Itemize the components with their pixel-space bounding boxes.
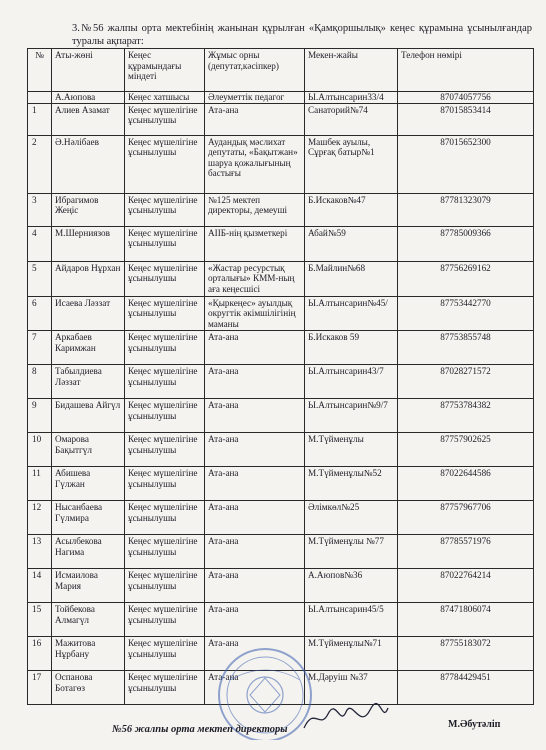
table-row <box>28 103 534 135</box>
header-phone: Телефон нөмірі <box>398 49 534 92</box>
cell-address: Б.Искаков№47 <box>305 193 398 226</box>
director-signature <box>300 700 390 736</box>
cell-name: Айдаров Нұрхан <box>52 261 125 296</box>
cell-phone: 87785571976 <box>398 535 534 569</box>
cell-number: 15 <box>28 603 52 637</box>
cell-role: Кеңес мүшелігіне ұсынылушы <box>125 569 205 603</box>
cell-address: Ы.Алтынсарин№45/ <box>305 296 398 331</box>
table-row <box>28 365 534 399</box>
cell-workplace: Ата-ана <box>205 467 305 501</box>
cell-name: Оспанова Ботагөз <box>52 671 125 705</box>
header-name: Аты-жөні <box>52 49 125 92</box>
cell-address: М.Дәруіш №37 <box>305 671 398 705</box>
cell-address: Ы.Алтынсарин33/4 <box>305 92 398 104</box>
cell-address: Ы.Алтынсарин45/5 <box>305 603 398 637</box>
cell-role: Кеңес мүшелігіне ұсынылушы <box>125 637 205 671</box>
cell-workplace: Ата-ана <box>205 535 305 569</box>
cell-role: Кеңес мүшелігіне ұсынылушы <box>125 103 205 135</box>
table-row <box>28 296 534 331</box>
cell-address: М.Түйменұлы№52 <box>305 467 398 501</box>
cell-name: Мажитова Нұрбану <box>52 637 125 671</box>
cell-role: Кеңес мүшелігіне ұсынылушы <box>125 365 205 399</box>
table-row <box>28 569 534 603</box>
cell-workplace: Ата-ана <box>205 399 305 433</box>
cell-address: М.Түйменұлы№71 <box>305 637 398 671</box>
cell-number: 5 <box>28 261 52 296</box>
director-title: №56 жалпы орта мектеп директоры <box>112 724 288 735</box>
cell-number: 17 <box>28 671 52 705</box>
table-row <box>28 261 534 296</box>
cell-workplace: Әлеуметтік педагог <box>205 92 305 104</box>
cell-name: Тойбекова Алмагүл <box>52 603 125 637</box>
cell-number: 9 <box>28 399 52 433</box>
cell-address: А.Аюпов№36 <box>305 569 398 603</box>
table-row <box>28 467 534 501</box>
table-row <box>28 535 534 569</box>
cell-workplace: Ата-ана <box>205 103 305 135</box>
table-row <box>28 603 534 637</box>
cell-name: Омарова Бақытгүл <box>52 433 125 467</box>
cell-role: Кеңес мүшелігіне ұсынылушы <box>125 226 205 261</box>
cell-phone: 87757902625 <box>398 433 534 467</box>
table-row <box>28 501 534 535</box>
cell-address: Б.Искаков 59 <box>305 331 398 365</box>
cell-name: Нысанбаева Гүлмира <box>52 501 125 535</box>
header-workplace: Жұмыс орны (депутат,кәсіпкер) <box>205 49 305 92</box>
cell-address: Санаторий№74 <box>305 103 398 135</box>
table-row <box>28 92 534 104</box>
cell-address: Абай№59 <box>305 226 398 261</box>
cell-role: Кеңес мүшелігіне ұсынылушы <box>125 135 205 193</box>
header-role: Кеңес құрамындағы міндеті <box>125 49 205 92</box>
table-header-row <box>28 49 534 92</box>
cell-number: 6 <box>28 296 52 331</box>
cell-number: 11 <box>28 467 52 501</box>
cell-name: Алиев Азамат <box>52 103 125 135</box>
cell-name: Табылдиева Ләззат <box>52 365 125 399</box>
cell-phone: 87022644586 <box>398 467 534 501</box>
cell-number: 3 <box>28 193 52 226</box>
cell-number: 12 <box>28 501 52 535</box>
cell-address: М.Түйменұлы №77 <box>305 535 398 569</box>
cell-address: М.Түйменұлы <box>305 433 398 467</box>
cell-name: Бидашева Айгүл <box>52 399 125 433</box>
cell-number: 13 <box>28 535 52 569</box>
document-heading: 3.№56 жалпы орта мектебінің жанынан құрылған «Қамқоршылық» кеңес құрамына ұсынылғандар туралы ақпарат: <box>72 23 532 47</box>
cell-role: Кеңес мүшелігіне ұсынылушы <box>125 296 205 331</box>
cell-address: Б.Майлин№68 <box>305 261 398 296</box>
cell-phone: 87756269162 <box>398 261 534 296</box>
cell-workplace: Ата-ана <box>205 501 305 535</box>
cell-name: Абишева Гүлжан <box>52 467 125 501</box>
cell-number: 14 <box>28 569 52 603</box>
cell-phone: 87022764214 <box>398 569 534 603</box>
cell-number: 10 <box>28 433 52 467</box>
cell-number: 2 <box>28 135 52 193</box>
cell-phone: 87753855748 <box>398 331 534 365</box>
cell-workplace: «Жастар ресурстық орталығы» КММ-ның аға кеңесшісі <box>205 261 305 296</box>
cell-phone: 87471806074 <box>398 603 534 637</box>
cell-phone: 87781323079 <box>398 193 534 226</box>
cell-role: Кеңес мүшелігіне ұсынылушы <box>125 467 205 501</box>
cell-role: Кеңес мүшелігіне ұсынылушы <box>125 261 205 296</box>
cell-number: 4 <box>28 226 52 261</box>
cell-number: 1 <box>28 103 52 135</box>
cell-address: Әлімкөл№25 <box>305 501 398 535</box>
cell-workplace: Ата-ана <box>205 671 305 705</box>
cell-role: Кеңес мүшелігіне ұсынылушы <box>125 535 205 569</box>
cell-workplace: №125 мектеп директоры, демеуші <box>205 193 305 226</box>
cell-address: Ы.Алтынсарин№9/7 <box>305 399 398 433</box>
cell-number: 7 <box>28 331 52 365</box>
cell-phone: 87755183072 <box>398 637 534 671</box>
cell-name: Аркабаев Каримжан <box>52 331 125 365</box>
cell-name: Асылбекова Нагима <box>52 535 125 569</box>
cell-role: Кеңес мүшелігіне ұсынылушы <box>125 501 205 535</box>
cell-role: Кеңес мүшелігіне ұсынылушы <box>125 671 205 705</box>
cell-workplace: Ата-ана <box>205 365 305 399</box>
cell-phone: 87015853414 <box>398 103 534 135</box>
table-row <box>28 399 534 433</box>
table-row <box>28 193 534 226</box>
cell-workplace: Аудандық мәслихат депутаты, «Бақытжан» шаруа қожалығының бастығы <box>205 135 305 193</box>
cell-role: Кеңес мүшелігіне ұсынылушы <box>125 399 205 433</box>
cell-workplace: Ата-ана <box>205 603 305 637</box>
cell-workplace: «Қыркеңес» ауылдық округтік әкімшілігінің маманы <box>205 296 305 331</box>
cell-phone: 87753784382 <box>398 399 534 433</box>
cell-role: Кеңес мүшелігіне ұсынылушы <box>125 603 205 637</box>
cell-phone: 87757967706 <box>398 501 534 535</box>
cell-number: 16 <box>28 637 52 671</box>
cell-phone: 87784429451 <box>398 671 534 705</box>
cell-name: Ә.Нәлібаев <box>52 135 125 193</box>
cell-workplace: Ата-ана <box>205 433 305 467</box>
header-address: Мекен-жайы <box>305 49 398 92</box>
cell-phone: 87074057756 <box>398 92 534 104</box>
cell-workplace: Ата-ана <box>205 331 305 365</box>
cell-name: Ибрагимов Жеңіс <box>52 193 125 226</box>
cell-name: А.Аюпова <box>52 92 125 104</box>
cell-address: Машбек ауылы, Сұрғақ батыр№1 <box>305 135 398 193</box>
table-row <box>28 135 534 193</box>
cell-address: Ы.Алтынсарин43/7 <box>305 365 398 399</box>
cell-role: Кеңес мүшелігіне ұсынылушы <box>125 193 205 226</box>
table-row <box>28 226 534 261</box>
cell-phone: 87785009366 <box>398 226 534 261</box>
cell-phone: 87028271572 <box>398 365 534 399</box>
cell-name: Исмаилова Мария <box>52 569 125 603</box>
cell-workplace: Ата-ана <box>205 637 305 671</box>
cell-number <box>28 92 52 104</box>
table-row <box>28 331 534 365</box>
header-number: № <box>28 49 52 92</box>
director-name: М.Әбутәліп <box>448 719 501 730</box>
cell-number: 8 <box>28 365 52 399</box>
cell-role: Кеңес мүшелігіне ұсынылушы <box>125 331 205 365</box>
cell-workplace: Ата-ана <box>205 569 305 603</box>
council-members-table <box>27 48 534 705</box>
cell-name: Исаева Ләззат <box>52 296 125 331</box>
cell-name: М.Шерниязов <box>52 226 125 261</box>
cell-phone: 87015652300 <box>398 135 534 193</box>
cell-phone: 87753442770 <box>398 296 534 331</box>
table-row <box>28 433 534 467</box>
cell-workplace: АІІБ-нің қызметкері <box>205 226 305 261</box>
cell-role: Кеңес хатшысы <box>125 92 205 104</box>
cell-role: Кеңес мүшелігіне ұсынылушы <box>125 433 205 467</box>
